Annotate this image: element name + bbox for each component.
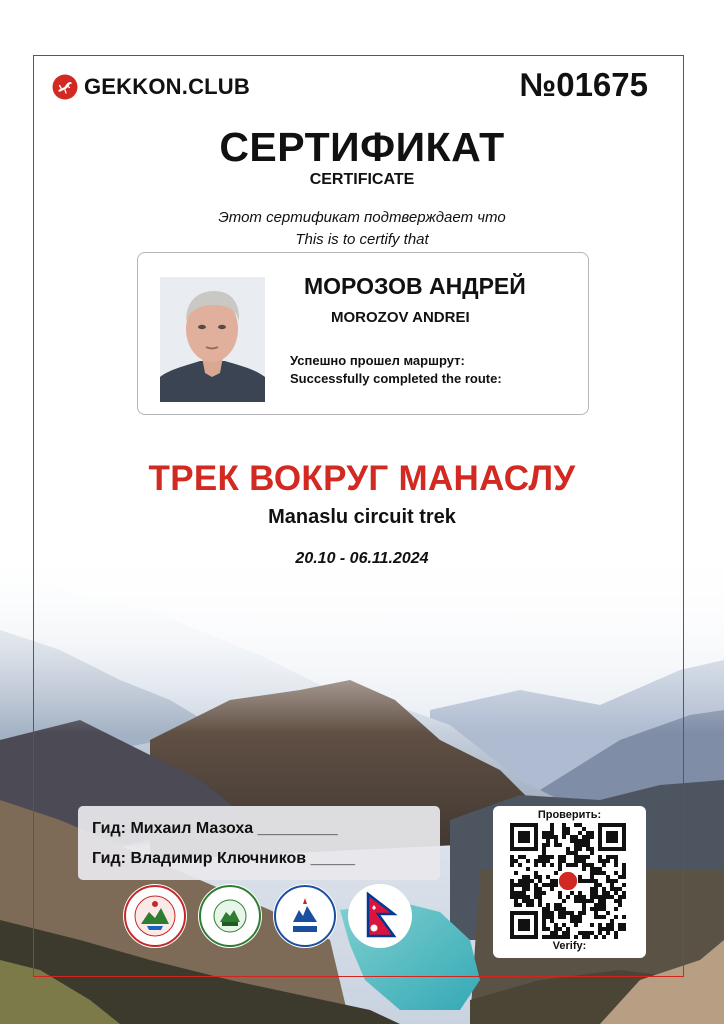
qr-code-icon[interactable] — [510, 823, 626, 939]
title-ru: СЕРТИФИКАТ — [219, 124, 505, 170]
title-en: CERTIFICATE — [309, 171, 415, 188]
taan-badge — [198, 884, 262, 948]
certificate-number: №01675 — [519, 66, 648, 103]
person-photo — [160, 277, 265, 402]
logo — [52, 73, 250, 101]
route-label-ru: Успешно прошел маршрут: — [290, 353, 465, 368]
ntb-seal-icon — [273, 884, 337, 948]
verify-label-ru: Проверить: — [537, 809, 602, 821]
trek-name-en: Manaslu circuit trek — [268, 506, 456, 528]
portrait-icon — [160, 277, 265, 402]
person-name-en: MOROZOV ANDREI — [331, 309, 470, 326]
nepal-flag-icon — [348, 884, 412, 948]
person-name-ru: МОРОЗОВ АНДРЕЙ — [304, 273, 526, 299]
ministry-seal-icon — [123, 884, 187, 948]
trek-dates: 20.10 - 06.11.2024 — [295, 550, 429, 567]
ntb-badge — [273, 884, 337, 948]
trek-name-ru: ТРЕК ВОКРУГ МАНАСЛУ — [148, 459, 576, 498]
verify-label-en: Verify: — [552, 940, 587, 952]
nepal-flag-badge — [348, 884, 412, 948]
guides-box — [78, 806, 440, 880]
gekkon-logo-icon — [52, 74, 78, 100]
ministry-badge — [123, 884, 187, 948]
certify-text-ru: Этот сертификат подтверждает что — [218, 209, 506, 226]
guide-line-1: Гид: Михаил Мазоха _________ — [92, 820, 338, 837]
guide-line-2: Гид: Владимир Ключников _____ — [92, 850, 356, 867]
certify-text-en: This is to certify that — [295, 231, 429, 248]
person-card — [137, 252, 589, 415]
taan-seal-icon — [198, 884, 262, 948]
route-label-en: Successfully completed the route: — [290, 371, 502, 386]
qr-verify-box[interactable] — [493, 806, 646, 958]
logo-text: GEKKON.CLUB — [84, 74, 250, 99]
